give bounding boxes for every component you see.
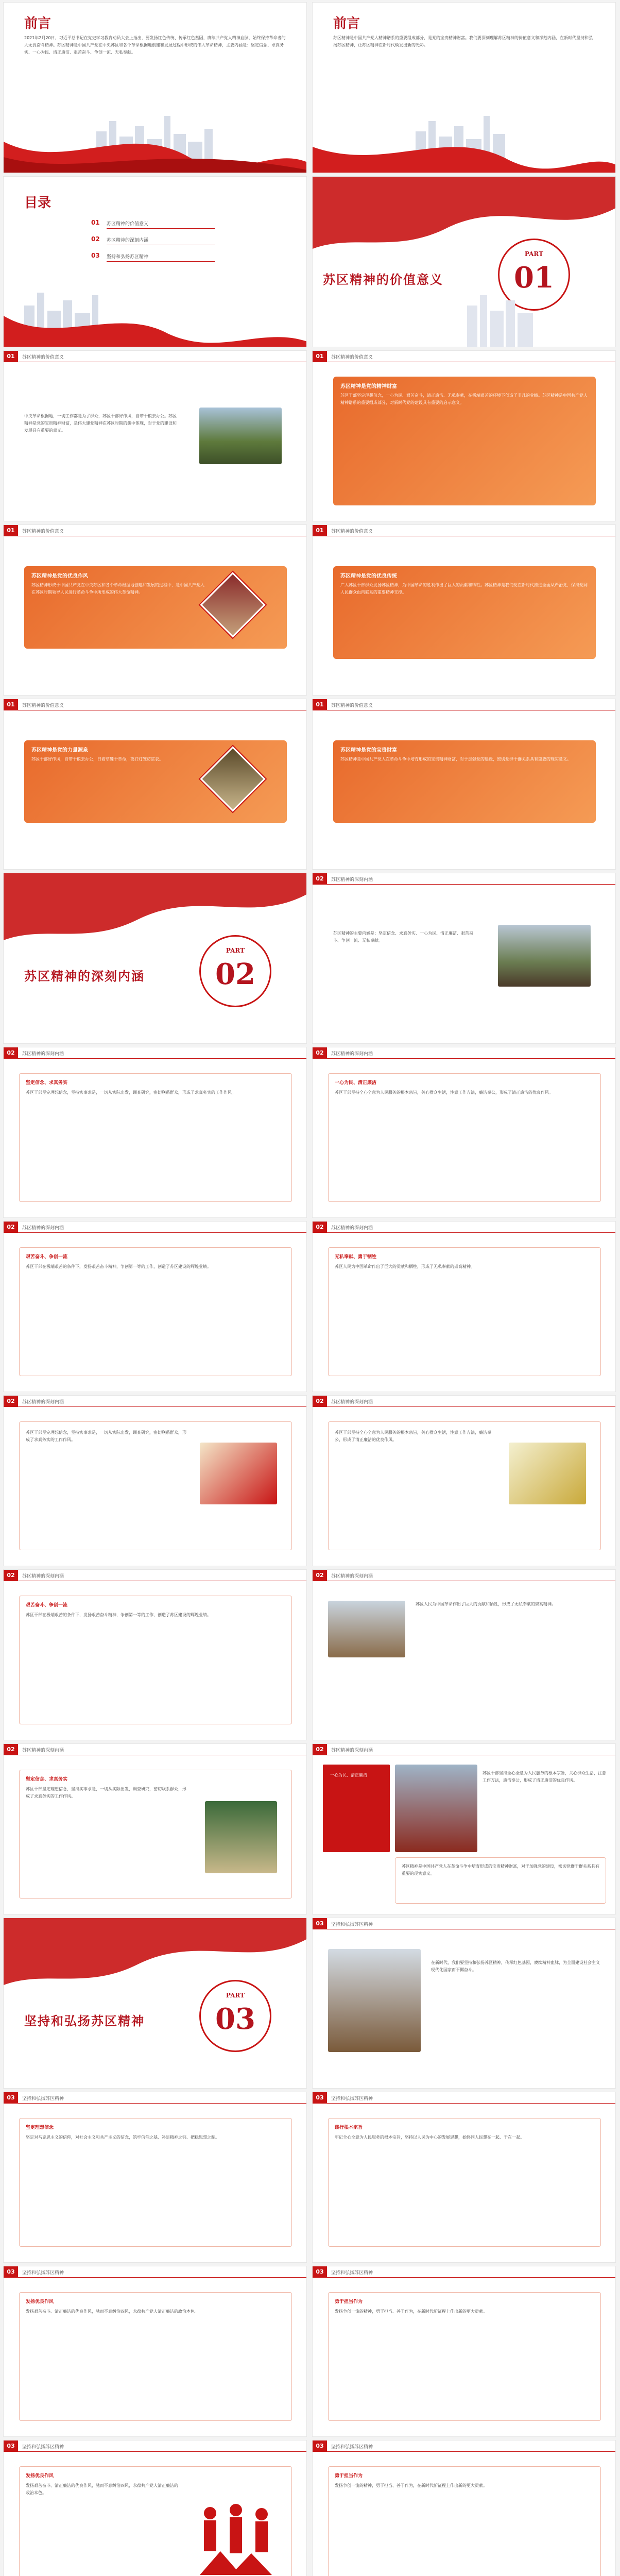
soldiers-photo xyxy=(205,1801,277,1873)
section-label: 坚持和弘扬苏区精神 xyxy=(331,1922,373,1927)
toc-underline xyxy=(107,228,215,229)
section-number: 02 xyxy=(4,1744,18,1755)
slide-header xyxy=(313,1918,615,1933)
slide-connotation-9[interactable] xyxy=(3,1743,307,1914)
red-wave-icon xyxy=(313,177,616,280)
card-body: 坚定对马克思主义的信仰，对社会主义和共产主义的信念，筑牢信仰之基、补足精神之钙、把稳思想之舵。 xyxy=(26,2135,219,2140)
slide-body: 在新时代，我们要坚持和弘扬苏区精神，传承红色基因，赓续精神血脉，为全面建设社会主义现代化国家而不懈奋斗。 xyxy=(431,1960,600,1972)
section-label: 苏区精神的深刻内涵 xyxy=(22,1226,64,1231)
slide-header xyxy=(313,525,615,539)
slide-header xyxy=(4,2441,306,2455)
section-number: 02 xyxy=(313,1570,327,1581)
coins-photo xyxy=(509,1443,586,1504)
section-number: 02 xyxy=(4,1047,18,1059)
row-5 xyxy=(0,699,620,873)
section-label: 坚持和弘扬苏区精神 xyxy=(22,2270,64,2276)
section-number: 02 xyxy=(4,1570,18,1581)
section-label: 苏区精神的深刻内涵 xyxy=(22,1400,64,1405)
content-card xyxy=(19,2292,292,2421)
slide-preface-1[interactable] xyxy=(3,2,307,173)
content-card xyxy=(19,1421,292,1550)
red-quote-panel xyxy=(323,1765,390,1852)
section-label: 苏区精神的价值意义 xyxy=(331,703,373,708)
section-label: 苏区精神的深刻内涵 xyxy=(331,1400,373,1405)
panel-body: 苏区干部好作风，自带干粮去办公，日着草鞋干革命，夜打灯笼访贫农。 xyxy=(31,757,163,761)
row-1 xyxy=(0,2,620,176)
slide-header xyxy=(313,1047,615,1062)
section-number: 02 xyxy=(313,1396,327,1407)
slide-connotation-6[interactable] xyxy=(312,1395,616,1566)
slide-header xyxy=(4,525,306,539)
landscape-photo xyxy=(199,408,282,464)
slide-header xyxy=(4,2092,306,2107)
section-number: 03 xyxy=(313,2266,327,2278)
panel-body: 苏区干部坚定理想信念，一心为民、艰苦奋斗，清正廉洁、无私奉献，在极端艰苦的环境下创造了非凡的业绩。苏区精神是中国共产党人精神谱系的重要组成部分，对新时代党的建设具有重要的启示意义。 xyxy=(340,393,588,405)
section-number: 01 xyxy=(4,351,18,362)
row-7 xyxy=(0,1047,620,1221)
card-body: 发扬艰苦奋斗、清正廉洁的优良作风，驰而不息纠治四风，永葆共产党人清正廉洁的政治本色。 xyxy=(26,2309,199,2314)
slide-header xyxy=(313,2092,615,2107)
toc-label: 苏区精神的深刻内涵 xyxy=(107,238,149,243)
slide-header xyxy=(313,1222,615,1236)
slide-preface-2[interactable] xyxy=(312,2,616,173)
toc-label: 坚持和弘扬苏区精神 xyxy=(107,255,149,260)
slide-body: 苏区精神的主要内涵是：坚定信念、求真务实、一心为民、清正廉洁、艰苦奋斗、争创一流、无私奉献。 xyxy=(333,931,473,943)
header-line xyxy=(327,884,615,885)
orange-panel xyxy=(333,740,596,823)
toc-item-3[interactable] xyxy=(91,251,215,264)
part-label: PART xyxy=(524,250,544,258)
card-body: 苏区精神是中国共产党人在革命斗争中培育形成的宝贵精神财富，对于加强党的建设，密切党群干群关系具有重要的现实意义。 xyxy=(402,1864,599,1876)
card-title: 无私奉献、勇于牺牲 xyxy=(335,1255,377,1260)
section-label: 苏区精神的深刻内涵 xyxy=(331,877,373,883)
card-body: 苏区干部坚定理想信念，坚持实事求是，一切从实际出发，调查研究，密切联系群众，形成了求真务实的工作作风。 xyxy=(26,1787,186,1799)
panel-title: 苏区精神是党的优良作风 xyxy=(31,573,88,579)
slide-header xyxy=(4,351,306,365)
slide-toc[interactable] xyxy=(3,176,307,347)
section-label: 坚持和弘扬苏区精神 xyxy=(331,2270,373,2276)
section-label: 坚持和弘扬苏区精神 xyxy=(22,2445,64,2450)
toc-label: 苏区精神的价值意义 xyxy=(107,222,149,227)
row-11 xyxy=(0,1743,620,1918)
slide-header xyxy=(313,2266,615,2281)
content-card xyxy=(19,1073,292,1202)
section-label: 苏区精神的价值意义 xyxy=(22,703,64,708)
slide-header xyxy=(313,699,615,714)
slide-connotation-3[interactable] xyxy=(3,1221,307,1392)
slide-value-4[interactable] xyxy=(3,699,307,870)
section-number: 03 xyxy=(313,1918,327,1929)
slide-header xyxy=(4,1396,306,1410)
card-body: 发扬争创一流的精神，勇于担当、善于作为，在新时代新征程上作出新的更大贡献。 xyxy=(335,2483,487,2488)
section-number: 03 xyxy=(4,2441,18,2452)
row-9 xyxy=(0,1395,620,1569)
section-label: 坚持和弘扬苏区精神 xyxy=(331,2096,373,2102)
section-label: 坚持和弘扬苏区精神 xyxy=(22,2096,64,2102)
section-number: 03 xyxy=(4,2266,18,2278)
book-photo xyxy=(200,1443,277,1504)
header-line xyxy=(18,2103,306,2104)
section-number: 02 xyxy=(4,1222,18,1233)
header-line xyxy=(327,2277,615,2278)
section-number: 03 xyxy=(4,2092,18,2104)
row-2 xyxy=(0,176,620,350)
slide-header xyxy=(4,1744,306,1758)
content-card xyxy=(395,1857,606,1904)
slide-connotation-4[interactable] xyxy=(312,1221,616,1392)
section-label: 苏区精神的价值意义 xyxy=(22,355,64,360)
toc-item-2[interactable] xyxy=(91,234,215,248)
row-10 xyxy=(0,1569,620,1743)
content-card xyxy=(328,1247,601,1376)
panel-body: 一心为民、清正廉洁 xyxy=(330,1773,367,1777)
slide-carry-5[interactable] xyxy=(3,2440,307,2576)
slide-value-2[interactable] xyxy=(3,524,307,696)
section-label: 苏区精神的价值意义 xyxy=(331,355,373,360)
content-card xyxy=(19,1770,292,1899)
slide-carry-4[interactable] xyxy=(312,2266,616,2437)
section-number: 01 xyxy=(313,699,327,710)
row-14 xyxy=(0,2266,620,2440)
toc-number: 03 xyxy=(91,252,100,259)
slide-header xyxy=(313,1744,615,1758)
content-card xyxy=(328,2466,601,2576)
card-body: 苏区干部坚持全心全意为人民服务的根本宗旨，关心群众生活，注意工作方法，廉洁奉公，形成了清正廉洁的优良作风。 xyxy=(335,1430,491,1442)
panel-body: 苏区精神形成于中国共产党在中央苏区和各个革命根据地创建和发展的过程中，是中国共产党人在苏区时期领导人民进行革命斗争中所形成的伟大革命精神。 xyxy=(31,583,204,595)
card-title: 坚定信念、求真务实 xyxy=(26,1777,68,1782)
slide-header xyxy=(313,873,615,888)
section-label: 苏区精神的深刻内涵 xyxy=(331,1748,373,1753)
part-label: PART xyxy=(226,1992,245,1999)
panel-title: 苏区精神是党的优良传统 xyxy=(340,573,397,579)
toc-item-1[interactable] xyxy=(91,218,215,231)
slide-header xyxy=(313,351,615,365)
panel-title: 苏区精神是党的宝贵财富 xyxy=(340,748,397,753)
slide-header xyxy=(313,2441,615,2455)
card-title: 发扬优良作风 xyxy=(26,2299,54,2304)
content-card xyxy=(19,2466,292,2576)
part-circle xyxy=(199,1980,271,2052)
panel-body: 广大苏区干部群众发扬苏区精神，为中国革命的胜利作出了巨大的贡献和牺牲。苏区精神是我们党在新时代推进全面从严治党，保持党同人民群众血肉联系的重要精神支撑。 xyxy=(340,583,588,595)
toc-underline xyxy=(107,261,215,262)
header-line xyxy=(18,2451,306,2452)
temple-photo xyxy=(395,1765,477,1852)
section-number: 02 xyxy=(313,1222,327,1233)
section-number: 02 xyxy=(4,1396,18,1407)
slide-connotation-5[interactable] xyxy=(3,1395,307,1566)
slide-carry-6[interactable] xyxy=(312,2440,616,2576)
section-number: 01 xyxy=(4,525,18,536)
card-title: 坚定信念、求真务实 xyxy=(26,1080,68,1086)
card-body: 苏区干部坚定理想信念，坚持实事求是，一切从实际出发，调查研究，密切联系群众，形成了求真务实的工作作风。 xyxy=(26,1090,236,1095)
row-12 xyxy=(0,1918,620,2092)
section-number: 01 xyxy=(313,525,327,536)
card-body: 苏区干部在极端艰苦的条件下，发扬艰苦奋斗精神，争创第一等的工作，创造了苏区建设的辉煌业绩。 xyxy=(26,1264,211,1269)
row-6 xyxy=(0,873,620,1047)
slide-value-intro[interactable] xyxy=(3,350,307,521)
slide-body: 2021年2月20日，习近平总书记在党史学习教育动员大会上指出，要发扬红色传统、传承红色基因，赓续共产党人精神血脉，始终保持革命者的大无畏奋斗精神。苏区精神是中国共产党在中央苏区和各个革命根据地创建和发展过程中形成的伟大革命精神，主要内涵是：坚定信念、求真务实、一心为民、清正廉洁、艰苦奋斗、争创一流、无私奉献。 xyxy=(24,36,286,55)
monument-photo xyxy=(328,1949,421,2052)
slide-connotation-intro[interactable] xyxy=(312,873,616,1044)
part-number: 03 xyxy=(215,2002,255,2036)
slide-header xyxy=(4,1047,306,1062)
header-line xyxy=(327,2451,615,2452)
slide-carry-intro[interactable] xyxy=(312,1918,616,2089)
card-body: 发扬艰苦奋斗、清正廉洁的优良作风，驰而不息纠治四风，永葆共产党人清正廉洁的政治本色。 xyxy=(26,2483,178,2495)
card-title: 艰苦奋斗、争创一流 xyxy=(26,1603,68,1608)
section-number: 02 xyxy=(313,1744,327,1755)
content-card xyxy=(328,1073,601,1202)
card-title: 艰苦奋斗、争创一流 xyxy=(26,1255,68,1260)
content-card xyxy=(19,1596,292,1724)
section-number: 02 xyxy=(313,1047,327,1059)
memorial-photo xyxy=(498,925,591,987)
card-title: 发扬优良作风 xyxy=(26,2473,54,2479)
header-line xyxy=(327,1406,615,1407)
row-15 xyxy=(0,2440,620,2576)
card-body: 苏区干部在极端艰苦的条件下，发扬艰苦奋斗精神，争创第一等的工作，创造了苏区建设的辉煌业绩。 xyxy=(26,1613,211,1617)
slide-carry-3[interactable] xyxy=(3,2266,307,2437)
section-label: 苏区精神的深刻内涵 xyxy=(331,1226,373,1231)
card-body: 牢记全心全意为人民服务的根本宗旨，坚持以人民为中心的发展思想，始终同人民想在一起、干在一起。 xyxy=(335,2135,524,2140)
section-label: 苏区精神的深刻内涵 xyxy=(22,1052,64,1057)
content-card xyxy=(328,2118,601,2247)
section-number: 03 xyxy=(313,2441,327,2452)
slide-header xyxy=(4,1222,306,1236)
slide-connotation-7[interactable] xyxy=(3,1569,307,1740)
section-label: 苏区精神的深刻内涵 xyxy=(22,1574,64,1579)
panel-body: 苏区精神是中国共产党人在革命斗争中培育形成的宝贵精神财富，对于加强党的建设，密切党群干群关系具有重要的现实意义。 xyxy=(340,757,571,761)
slide-title: 目录 xyxy=(24,195,51,211)
part-number: 01 xyxy=(514,261,554,295)
section-label: 苏区精神的深刻内涵 xyxy=(331,1574,373,1579)
section-number: 03 xyxy=(313,2092,327,2104)
section-number: 02 xyxy=(313,873,327,885)
village-photo xyxy=(328,1601,405,1657)
header-line xyxy=(18,1232,306,1233)
slide-title: 前言 xyxy=(24,16,51,31)
row-13 xyxy=(0,2092,620,2266)
section-number: 01 xyxy=(313,351,327,362)
slide-body: 苏区干部坚持全心全意为人民服务的根本宗旨，关心群众生活，注意工作方法，廉洁奉公，形成了清正廉洁的优良作风。 xyxy=(483,1771,606,1783)
slide-header xyxy=(4,699,306,714)
slide-part-01[interactable] xyxy=(312,176,616,347)
red-ribbon-icon xyxy=(4,285,307,347)
slide-value-5[interactable] xyxy=(312,699,616,870)
slide-header xyxy=(4,1570,306,1584)
slide-header xyxy=(313,1570,615,1584)
red-ribbon-icon xyxy=(4,111,307,173)
slide-connotation-10[interactable] xyxy=(312,1743,616,1914)
row-8 xyxy=(0,1221,620,1395)
card-title: 一心为民、清正廉洁 xyxy=(335,1080,377,1086)
content-card xyxy=(19,1247,292,1376)
card-body: 发扬争创一流的精神，勇于担当、善于作为，在新时代新征程上作出新的更大贡献。 xyxy=(335,2309,487,2314)
slide-body: 苏区精神是中国共产党人精神谱系的重要组成部分，是党的宝贵精神财富。我们要深刻理解苏区精神的价值意义和深刻内涵，在新时代坚持和弘扬苏区精神，让苏区精神在新时代焕发出新的光彩。 xyxy=(333,36,593,47)
part-title: 苏区精神的价值意义 xyxy=(323,272,443,287)
section-label: 苏区精神的深刻内涵 xyxy=(331,1052,373,1057)
red-ribbon-icon xyxy=(313,111,616,173)
card-title: 践行根本宗旨 xyxy=(335,2125,363,2130)
section-number: 01 xyxy=(4,699,18,710)
section-label: 苏区精神的价值意义 xyxy=(22,529,64,534)
toc-number: 02 xyxy=(91,235,100,243)
row-4 xyxy=(0,524,620,699)
card-title: 勇于担当作为 xyxy=(335,2299,363,2304)
slide-header xyxy=(4,2266,306,2281)
content-card xyxy=(328,2292,601,2421)
slide-part-03[interactable] xyxy=(3,1918,307,2089)
slide-value-1[interactable] xyxy=(312,350,616,521)
city-skyline-icon xyxy=(313,285,616,347)
slide-part-02[interactable] xyxy=(3,873,307,1044)
slide-body: 苏区人民为中国革命作出了巨大的贡献和牺牲，形成了无私奉献的崇高精神。 xyxy=(416,1602,556,1606)
header-line xyxy=(18,1406,306,1407)
header-line xyxy=(327,2103,615,2104)
section-label: 坚持和弘扬苏区精神 xyxy=(331,2445,373,2450)
slide-title: 前言 xyxy=(333,16,360,31)
soldiers-silhouette-icon xyxy=(190,2498,282,2575)
part-label: PART xyxy=(226,947,245,954)
card-body: 苏区人民为中国革命作出了巨大的贡献和牺牲，形成了无私奉献的崇高精神。 xyxy=(335,1264,475,1269)
panel-title: 苏区精神是党的力量源泉 xyxy=(31,748,88,753)
toc-number: 01 xyxy=(91,219,100,226)
card-body: 苏区干部坚定理想信念，坚持实事求是，一切从实际出发，调查研究，密切联系群众，形成了求真务实的工作作风。 xyxy=(26,1430,186,1442)
header-line xyxy=(327,1232,615,1233)
row-3 xyxy=(0,350,620,524)
slide-body: 中央革命根据地，一切工作都是为了群众，苏区干部好作风，自带干粮去办公。苏区精神是党的宝贵精神财富，是伟大建党精神在苏区时期的集中体现，对于党的建设和发展具有重要的意义。 xyxy=(24,414,177,433)
part-number: 02 xyxy=(215,957,255,991)
part-circle xyxy=(199,935,271,1007)
slide-connotation-1[interactable] xyxy=(3,1047,307,1218)
header-line xyxy=(327,1058,615,1059)
part-title: 苏区精神的深刻内涵 xyxy=(24,969,145,984)
slide-carry-1[interactable] xyxy=(3,2092,307,2263)
content-card xyxy=(328,1421,601,1550)
slide-value-3[interactable] xyxy=(312,524,616,696)
orange-panel xyxy=(333,377,596,505)
part-title: 坚持和弘扬苏区精神 xyxy=(24,2013,145,2028)
section-label: 苏区精神的价值意义 xyxy=(331,529,373,534)
content-card xyxy=(19,2118,292,2247)
slide-connotation-8[interactable] xyxy=(312,1569,616,1740)
header-line xyxy=(18,1058,306,1059)
orange-panel xyxy=(333,566,596,659)
card-body: 苏区干部坚持全心全意为人民服务的根本宗旨，关心群众生活，注意工作方法，廉洁奉公，形成了清正廉洁的优良作风。 xyxy=(335,1090,553,1095)
slide-connotation-2[interactable] xyxy=(312,1047,616,1218)
card-title: 坚定理想信念 xyxy=(26,2125,54,2130)
section-label: 苏区精神的深刻内涵 xyxy=(22,1748,64,1753)
panel-title: 苏区精神是党的精神财富 xyxy=(340,384,397,389)
slide-header xyxy=(313,1396,615,1410)
header-line xyxy=(18,2277,306,2278)
card-title: 勇于担当作为 xyxy=(335,2473,363,2479)
slide-carry-2[interactable] xyxy=(312,2092,616,2263)
